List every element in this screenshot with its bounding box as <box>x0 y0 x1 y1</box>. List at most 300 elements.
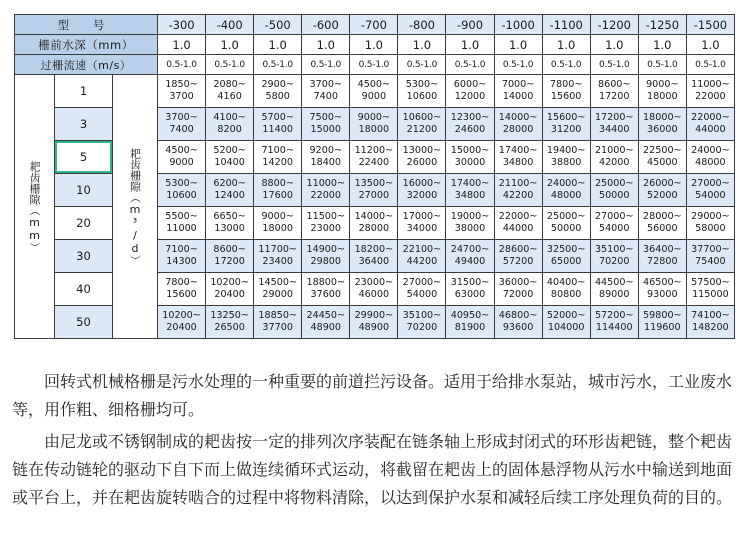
capacity-min: 5500~ <box>165 211 198 222</box>
capacity-cell <box>494 207 542 240</box>
capacity-max: 70200 <box>598 256 630 267</box>
capacity-max: 20400 <box>166 322 197 333</box>
capacity-max: 50000 <box>550 223 582 234</box>
capacity-max: 44200 <box>406 256 438 267</box>
capacity-min: 12300~ <box>450 112 490 123</box>
capacity-min: 5300~ <box>405 79 439 90</box>
gap-value: 20 <box>55 207 113 240</box>
depth-value: 1.0 <box>302 35 350 55</box>
capacity-min: 4100~ <box>213 112 246 123</box>
capacity-cell <box>398 306 446 339</box>
capacity-min: 7800~ <box>165 277 198 288</box>
capacity-cell <box>350 306 398 339</box>
capacity-max: 29800 <box>310 256 342 267</box>
capacity-min: 18200~ <box>354 244 394 255</box>
depth-value: 1.0 <box>206 35 254 55</box>
capacity-cell <box>398 207 446 240</box>
capacity-max: 23400 <box>262 256 293 267</box>
capacity-cell <box>302 75 350 108</box>
capacity-cell <box>206 174 254 207</box>
capacity-cell <box>638 240 686 273</box>
capacity-min: 74100~ <box>691 310 730 321</box>
capacity-cell <box>542 306 590 339</box>
capacity-min: 13250~ <box>210 310 249 321</box>
capacity-max: 36000 <box>647 124 678 135</box>
capacity-max: 34800 <box>502 157 534 168</box>
model-value: -400 <box>206 15 254 35</box>
capacity-max: 31200 <box>550 124 582 135</box>
capacity-min: 18850~ <box>258 310 297 321</box>
capacity-min: 17400~ <box>498 145 538 156</box>
capacity-min: 7500~ <box>309 112 342 123</box>
capacity-min: 15600~ <box>546 112 586 123</box>
capacity-min: 57200~ <box>594 310 634 321</box>
capacity-max: 89000 <box>598 289 630 300</box>
capacity-min: 25000~ <box>546 211 586 222</box>
capacity-max: 17200 <box>214 256 245 267</box>
capacity-cell <box>542 141 590 174</box>
spec-table <box>14 14 735 339</box>
capacity-max: 36400 <box>358 256 390 267</box>
capacity-max: 17200 <box>598 91 630 102</box>
capacity-min: 15000~ <box>450 145 490 156</box>
capacity-min: 10200~ <box>210 277 249 288</box>
capacity-cell <box>350 108 398 141</box>
capacity-min: 10200~ <box>162 310 201 321</box>
gap-value: 30 <box>55 240 113 273</box>
capacity-min: 29000~ <box>691 211 730 222</box>
depth-value: 1.0 <box>638 35 686 55</box>
capacity-min: 22500~ <box>643 145 682 156</box>
capacity-max: 15600 <box>166 289 197 300</box>
capacity-max: 38800 <box>550 157 582 168</box>
capacity-min: 18000~ <box>643 112 682 123</box>
capacity-max: 34800 <box>454 190 486 201</box>
capacity-max: 10600 <box>406 91 438 102</box>
flow-row <box>15 55 735 75</box>
capacity-cell <box>542 174 590 207</box>
capacity-min: 25000~ <box>594 178 634 189</box>
capacity-cell <box>494 306 542 339</box>
capacity-max: 11400 <box>262 124 293 135</box>
capacity-min: 46500~ <box>643 277 682 288</box>
capacity-cell <box>254 207 302 240</box>
capacity-cell <box>158 141 206 174</box>
capacity-min: 9000~ <box>261 211 294 222</box>
capacity-max: 18000 <box>262 223 293 234</box>
capacity-cell <box>254 306 302 339</box>
capacity-min: 5700~ <box>261 112 294 123</box>
capacity-cell <box>302 141 350 174</box>
capacity-cell <box>350 273 398 306</box>
capacity-min: 24700~ <box>450 244 490 255</box>
description-paragraph-2: 由尼龙或不锈钢制成的耙齿按一定的排列次序装配在链条轴上形成封闭式的环形齿耙链，整个耙齿链在传动链轮的驱动下自下而上做连续循环式运动，将截留在耙齿上的固体悬浮物从污水中输送到地面或平台上，并在耙齿旋转啮合的过程中将物料清除，以达到保护水泵和减轻后续工序处理负荷的目的。 <box>12 432 733 507</box>
capacity-max: 80800 <box>550 289 582 300</box>
capacity-cell <box>158 108 206 141</box>
capacity-cell <box>158 240 206 273</box>
capacity-max: 54000 <box>406 289 438 300</box>
capacity-cell <box>494 75 542 108</box>
capacity-max: 72800 <box>647 256 678 267</box>
capacity-min: 4500~ <box>357 79 391 90</box>
model-row <box>15 15 735 35</box>
model-value: -1100 <box>542 15 590 35</box>
capacity-min: 17200~ <box>594 112 634 123</box>
capacity-min: 24000~ <box>691 145 730 156</box>
capacity-cell <box>350 75 398 108</box>
capacity-min: 36000~ <box>498 277 538 288</box>
gap-value: 10 <box>55 174 113 207</box>
flow-value: 0.5-1.0 <box>638 55 686 75</box>
capacity-max: 9000 <box>169 157 194 168</box>
gap-side-label: 耙齿栅隙（mm） <box>15 75 55 339</box>
capacity-max: 37700 <box>262 322 293 333</box>
table-row <box>15 75 735 108</box>
capacity-max: 26500 <box>214 322 245 333</box>
capacity-cell <box>446 273 494 306</box>
gap-value: 40 <box>55 273 113 306</box>
capacity-min: 3700~ <box>165 112 198 123</box>
capacity-min: 19400~ <box>546 145 586 156</box>
capacity-min: 8600~ <box>213 244 246 255</box>
capacity-cell <box>302 306 350 339</box>
gap-value: 3 <box>55 108 113 141</box>
capacity-cell <box>398 174 446 207</box>
capacity-min: 8800~ <box>261 178 294 189</box>
depth-value: 1.0 <box>158 35 206 55</box>
flow-label: 过栅流速（m/s） <box>15 55 158 75</box>
capacity-cell <box>590 240 638 273</box>
capacity-max: 70200 <box>406 322 438 333</box>
capacity-max: 37600 <box>310 289 342 300</box>
capacity-min: 14900~ <box>306 244 346 255</box>
capacity-max: 93600 <box>502 322 534 333</box>
depth-value: 1.0 <box>398 35 446 55</box>
capacity-max: 72000 <box>502 289 534 300</box>
capacity-min: 27000~ <box>691 178 730 189</box>
capacity-max: 12400 <box>214 190 245 201</box>
capacity-min: 13000~ <box>402 145 442 156</box>
capacity-cell <box>494 273 542 306</box>
capacity-min: 9000~ <box>646 79 679 90</box>
capacity-max: 28000 <box>502 124 534 135</box>
capacity-max: 13000 <box>214 223 245 234</box>
capacity-cell <box>638 174 686 207</box>
capacity-max: 42200 <box>502 190 534 201</box>
capacity-cell <box>542 273 590 306</box>
capacity-cell <box>350 240 398 273</box>
capacity-max: 3700 <box>169 91 194 102</box>
capacity-min: 57500~ <box>691 277 730 288</box>
capacity-cell <box>446 108 494 141</box>
depth-label: 栅前水深（mm） <box>15 35 158 55</box>
capacity-max: 8200 <box>217 124 242 135</box>
capacity-min: 16000~ <box>402 178 442 189</box>
capacity-min: 22100~ <box>402 244 442 255</box>
capacity-max: 7400 <box>313 91 338 102</box>
model-value: -600 <box>302 15 350 35</box>
capacity-cell <box>590 75 638 108</box>
capacity-max: 23000 <box>310 223 342 234</box>
flow-value: 0.5-1.0 <box>542 55 590 75</box>
capacity-max: 34400 <box>598 124 630 135</box>
capacity-cell <box>398 75 446 108</box>
capacity-max: 29000 <box>262 289 293 300</box>
capacity-min: 19000~ <box>450 211 490 222</box>
capacity-max: 44000 <box>502 223 534 234</box>
capacity-min: 22000~ <box>691 112 730 123</box>
capacity-min: 17000~ <box>402 211 442 222</box>
capacity-min: 9000~ <box>357 112 391 123</box>
capacity-cell <box>206 108 254 141</box>
depth-value: 1.0 <box>686 35 734 55</box>
model-label: 型 号 <box>15 15 158 35</box>
capacity-cell <box>494 240 542 273</box>
capacity-max: 22000 <box>310 190 342 201</box>
capacity-max: 75400 <box>695 256 726 267</box>
depth-value: 1.0 <box>446 35 494 55</box>
capacity-max: 52000 <box>647 190 678 201</box>
capacity-min: 37700~ <box>691 244 730 255</box>
gap-value[interactable]: 5 <box>55 141 113 174</box>
capacity-min: 10600~ <box>402 112 442 123</box>
capacity-max: 42000 <box>598 157 630 168</box>
capacity-min: 28600~ <box>498 244 538 255</box>
capacity-max: 15600 <box>550 91 582 102</box>
capacity-min: 23000~ <box>354 277 394 288</box>
flow-value: 0.5-1.0 <box>158 55 206 75</box>
capacity-cell <box>590 141 638 174</box>
model-value: -500 <box>254 15 302 35</box>
gap-value: 1 <box>55 75 113 108</box>
capacity-cell <box>254 240 302 273</box>
flow-value: 0.5-1.0 <box>206 55 254 75</box>
capacity-max: 26000 <box>406 157 438 168</box>
capacity-cell <box>686 306 734 339</box>
capacity-cell <box>638 108 686 141</box>
description-paragraph-1: 回转式机械格栅是污水处理的一种重要的前道拦污设备。适用于给排水泵站，城市污水，工业废水等，用作粗、细格栅均可。 <box>12 372 733 419</box>
model-value: -700 <box>350 15 398 35</box>
capacity-min: 11700~ <box>258 244 297 255</box>
capacity-max: 17600 <box>262 190 293 201</box>
capacity-cell <box>350 174 398 207</box>
capacity-max: 5800 <box>265 91 290 102</box>
capacity-min: 59800~ <box>643 310 682 321</box>
capacity-max: 54000 <box>598 223 630 234</box>
model-value: -1250 <box>638 15 686 35</box>
capacity-cell <box>158 306 206 339</box>
capacity-max: 65000 <box>550 256 582 267</box>
capacity-cell <box>446 174 494 207</box>
capacity-cell <box>542 75 590 108</box>
capacity-max: 56000 <box>647 223 678 234</box>
capacity-cell <box>302 240 350 273</box>
capacity-min: 2900~ <box>261 79 294 90</box>
capacity-min: 6650~ <box>213 211 246 222</box>
capacity-min: 7800~ <box>549 79 583 90</box>
capacity-min: 5300~ <box>165 178 198 189</box>
capacity-max: 15000 <box>310 124 342 135</box>
capacity-max: 10400 <box>214 157 245 168</box>
capacity-max: 12000 <box>454 91 486 102</box>
capacity-cell <box>398 240 446 273</box>
capacity-min: 21100~ <box>498 178 538 189</box>
capacity-cell <box>686 174 734 207</box>
capacity-min: 36400~ <box>643 244 682 255</box>
capacity-cell <box>686 75 734 108</box>
capacity-max: 45000 <box>647 157 678 168</box>
flow-value: 0.5-1.0 <box>446 55 494 75</box>
flow-value: 0.5-1.0 <box>350 55 398 75</box>
capacity-cell <box>590 174 638 207</box>
capacity-max: 48000 <box>695 157 726 168</box>
capacity-cell <box>638 306 686 339</box>
capacity-max: 57200 <box>502 256 534 267</box>
capacity-min: 3700~ <box>309 79 342 90</box>
capacity-cell <box>446 75 494 108</box>
capacity-min: 7100~ <box>165 244 198 255</box>
capacity-cell <box>206 75 254 108</box>
depth-row <box>15 35 735 55</box>
capacity-max: 50000 <box>598 190 630 201</box>
capacity-min: 2080~ <box>213 79 246 90</box>
capacity-max: 63000 <box>454 289 486 300</box>
depth-value: 1.0 <box>494 35 542 55</box>
model-value: -1200 <box>590 15 638 35</box>
capacity-max: 14300 <box>166 256 197 267</box>
capacity-cell <box>686 240 734 273</box>
capacity-cell <box>638 273 686 306</box>
capacity-cell <box>302 174 350 207</box>
capacity-cell <box>494 108 542 141</box>
capacity-min: 6200~ <box>213 178 246 189</box>
capacity-side-label: 耙齿栅隙（m³/d） <box>113 75 158 339</box>
capacity-min: 7100~ <box>261 145 294 156</box>
capacity-cell <box>686 273 734 306</box>
capacity-cell <box>686 207 734 240</box>
capacity-cell <box>542 240 590 273</box>
flow-value: 0.5-1.0 <box>686 55 734 75</box>
capacity-max: 114400 <box>595 322 633 333</box>
capacity-cell <box>206 207 254 240</box>
capacity-max: 44000 <box>695 124 726 135</box>
depth-value: 1.0 <box>590 35 638 55</box>
capacity-max: 9000 <box>361 91 387 102</box>
capacity-cell <box>254 75 302 108</box>
capacity-cell <box>686 141 734 174</box>
capacity-min: 24450~ <box>306 310 346 321</box>
capacity-min: 35100~ <box>402 310 442 321</box>
capacity-max: 18000 <box>358 124 390 135</box>
capacity-max: 48000 <box>550 190 582 201</box>
model-value: -1500 <box>686 15 734 35</box>
capacity-cell <box>350 141 398 174</box>
capacity-min: 5200~ <box>213 145 246 156</box>
capacity-min: 28000~ <box>643 211 682 222</box>
capacity-cell <box>542 207 590 240</box>
capacity-min: 11000~ <box>306 178 346 189</box>
model-value: -900 <box>446 15 494 35</box>
capacity-max: 18400 <box>310 157 342 168</box>
capacity-cell <box>446 207 494 240</box>
capacity-cell <box>254 273 302 306</box>
capacity-min: 22000~ <box>498 211 538 222</box>
capacity-max: 18000 <box>647 91 678 102</box>
capacity-max: 48900 <box>310 322 342 333</box>
capacity-cell <box>638 207 686 240</box>
capacity-min: 4500~ <box>165 145 198 156</box>
capacity-min: 14000~ <box>498 112 538 123</box>
capacity-max: 81900 <box>454 322 486 333</box>
capacity-max: 24600 <box>454 124 486 135</box>
capacity-min: 7000~ <box>501 79 535 90</box>
capacity-min: 46800~ <box>498 310 538 321</box>
capacity-cell <box>638 141 686 174</box>
depth-value: 1.0 <box>254 35 302 55</box>
capacity-max: 48900 <box>358 322 390 333</box>
capacity-cell <box>686 108 734 141</box>
capacity-max: 104000 <box>547 322 585 333</box>
capacity-min: 44500~ <box>594 277 634 288</box>
model-value: -1000 <box>494 15 542 35</box>
capacity-min: 21000~ <box>594 145 634 156</box>
capacity-min: 24000~ <box>546 178 586 189</box>
capacity-min: 32500~ <box>546 244 586 255</box>
flow-value: 0.5-1.0 <box>254 55 302 75</box>
capacity-min: 27000~ <box>594 211 634 222</box>
capacity-min: 52000~ <box>546 310 586 321</box>
capacity-cell <box>638 75 686 108</box>
capacity-max: 20400 <box>214 289 245 300</box>
depth-value: 1.0 <box>350 35 398 55</box>
capacity-max: 21200 <box>406 124 438 135</box>
capacity-min: 40950~ <box>450 310 490 321</box>
depth-value: 1.0 <box>542 35 590 55</box>
capacity-max: 28000 <box>358 223 390 234</box>
capacity-min: 14000~ <box>354 211 394 222</box>
capacity-cell <box>398 273 446 306</box>
capacity-max: 49400 <box>454 256 486 267</box>
model-value: -800 <box>398 15 446 35</box>
capacity-max: 22400 <box>358 157 390 168</box>
capacity-cell <box>542 108 590 141</box>
model-value: -300 <box>158 15 206 35</box>
capacity-min: 1850~ <box>165 79 198 90</box>
capacity-cell <box>302 273 350 306</box>
capacity-cell <box>494 141 542 174</box>
capacity-cell <box>590 273 638 306</box>
capacity-min: 14500~ <box>258 277 297 288</box>
capacity-cell <box>158 75 206 108</box>
capacity-min: 29900~ <box>354 310 394 321</box>
capacity-min: 18800~ <box>306 277 346 288</box>
gap-value: 50 <box>55 306 113 339</box>
capacity-max: 7400 <box>169 124 194 135</box>
capacity-min: 31500~ <box>450 277 490 288</box>
capacity-max: 46000 <box>358 289 390 300</box>
flow-value: 0.5-1.0 <box>398 55 446 75</box>
capacity-min: 35100~ <box>594 244 634 255</box>
capacity-cell <box>398 108 446 141</box>
capacity-min: 6000~ <box>453 79 487 90</box>
capacity-max: 148200 <box>692 322 729 333</box>
capacity-cell <box>254 108 302 141</box>
capacity-cell <box>590 108 638 141</box>
capacity-max: 32000 <box>406 190 438 201</box>
capacity-max: 27000 <box>358 190 390 201</box>
capacity-min: 17400~ <box>450 178 490 189</box>
capacity-max: 58000 <box>695 223 726 234</box>
